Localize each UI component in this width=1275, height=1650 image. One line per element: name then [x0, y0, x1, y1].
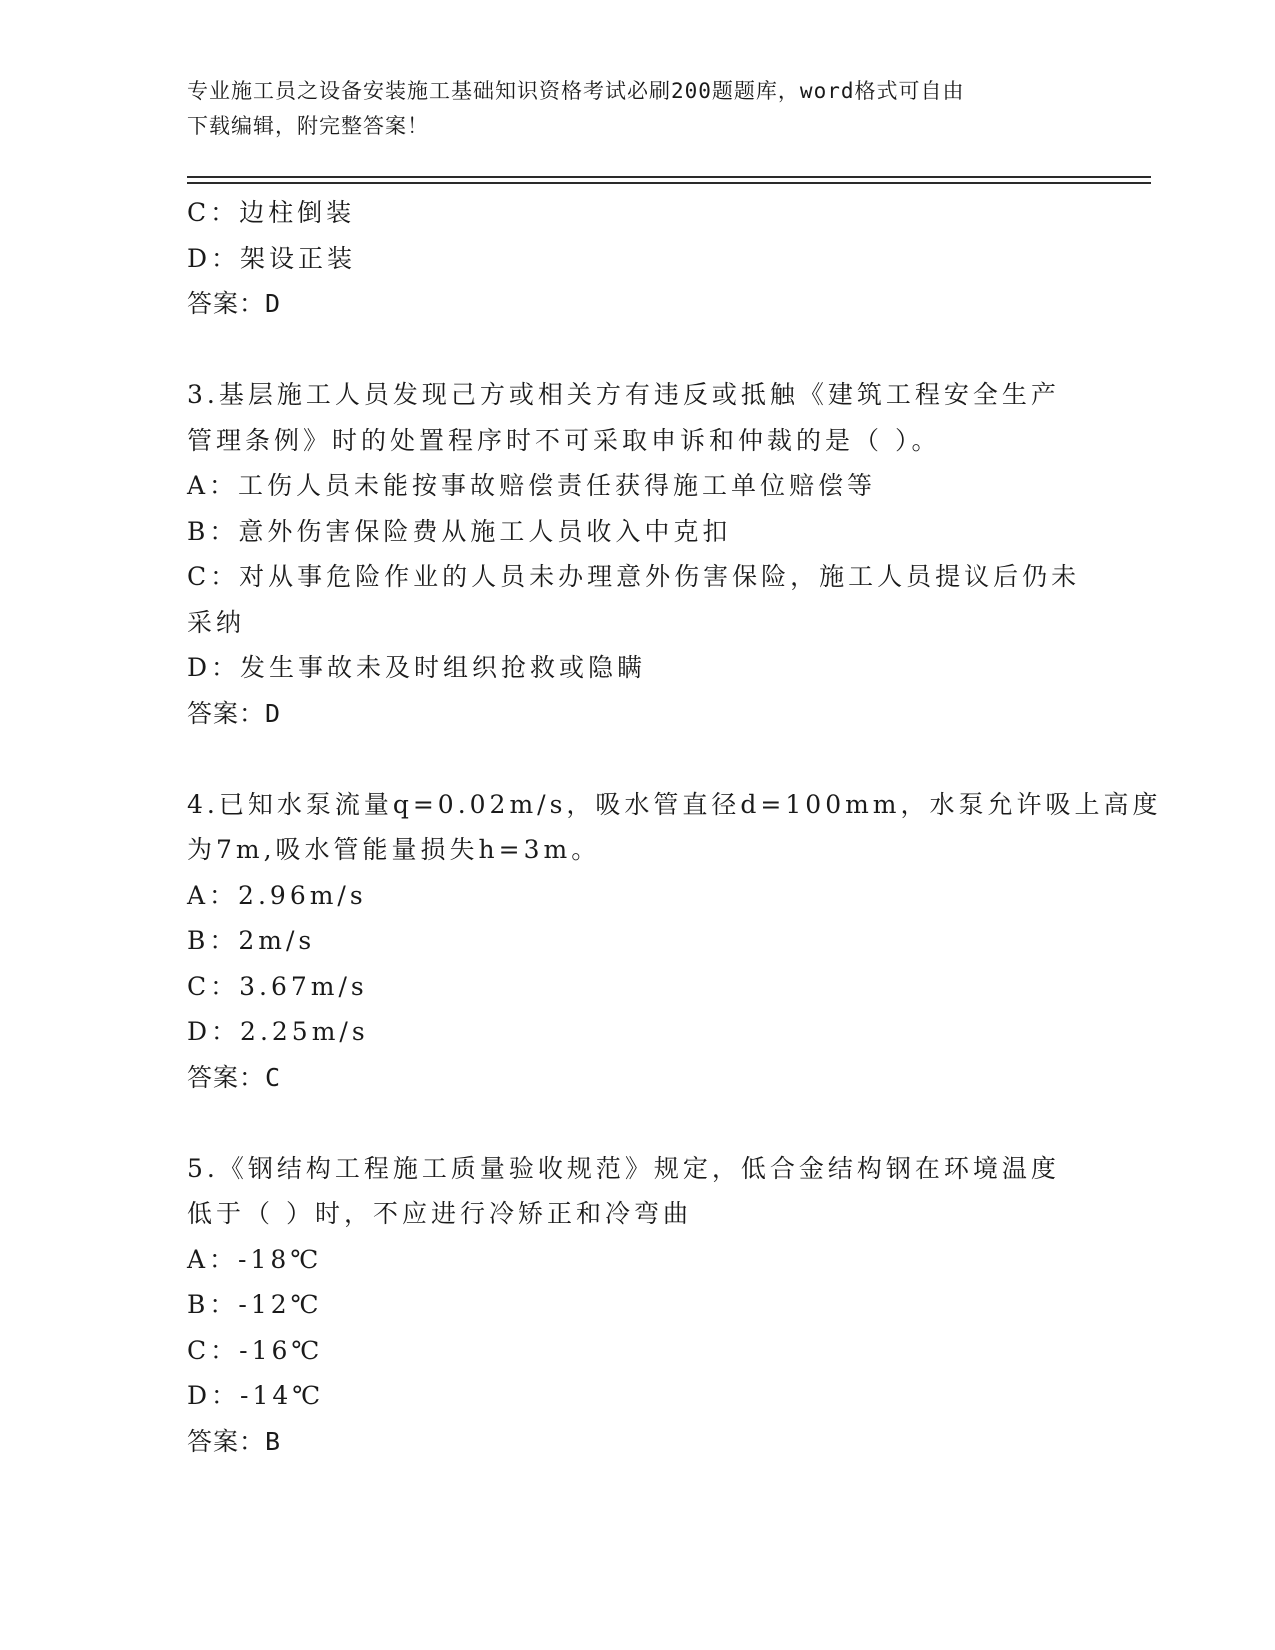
question-stem-line: 3.基层施工人员发现己方或相关方有违反或抵触《建筑工程安全生产 — [187, 380, 1060, 409]
header-rule-top — [187, 176, 1151, 178]
answer: 答案：D — [187, 698, 282, 728]
document-header — [187, 74, 1087, 144]
answer: 答案：D — [187, 289, 282, 318]
question-stem-line: 4.已知水泵流量q=0.02m/s，吸水管直径d=100mm，水泵允许吸上高度 — [187, 789, 1162, 819]
option-a: A：2.96m/s — [187, 880, 367, 910]
option-c-continued: 采纳 — [187, 607, 246, 637]
spacer — [187, 327, 1087, 373]
option-b: B：2m/s — [187, 926, 316, 955]
option-d: D：-14℃ — [187, 1381, 325, 1410]
spacer — [187, 736, 1087, 782]
header-line-2: 下载编辑，附完整答案！ — [187, 114, 429, 138]
question-4 — [187, 782, 1162, 1101]
option-c: C：对从事危险作业的人员未办理意外伤害保险，施工人员提议后仍未 — [187, 562, 1081, 591]
header-rule-bottom — [187, 182, 1151, 184]
option-c: C：边柱倒装 — [187, 198, 356, 227]
option-c: C：-16℃ — [187, 1335, 324, 1365]
question-stem-line: 管理条例》时的处置程序时不可采取申诉和仲裁的是（ ）。 — [187, 425, 941, 455]
answer: 答案：C — [187, 1062, 282, 1092]
option-d: D：2.25m/s — [187, 1017, 369, 1046]
option-d: D：架设正装 — [187, 243, 357, 273]
option-b: B：意外伤害保险费从施工人员收入中克扣 — [187, 516, 732, 546]
spacer — [187, 1100, 1087, 1146]
option-c: C：3.67m/s — [187, 971, 368, 1001]
question-2-tail — [187, 190, 1087, 327]
question-list — [187, 190, 1162, 1464]
question-stem-line: 低于（ ）时，不应进行冷矫正和冷弯曲 — [187, 1199, 692, 1228]
question-3 — [187, 372, 1087, 736]
header-line-1: 专业施工员之设备安装施工基础知识资格考试必刷200题题库，word格式可自由 — [187, 79, 965, 103]
question-stem-line: 为7m,吸水管能量损失h=3m。 — [187, 835, 601, 864]
option-a: A：工伤人员未能按事故赔偿责任获得施工单位赔偿等 — [187, 471, 877, 500]
option-b: B：-12℃ — [187, 1290, 323, 1319]
answer: 答案：B — [187, 1426, 282, 1456]
question-stem-line: 5.《钢结构工程施工质量验收规范》规定，低合金结构钢在环境温度 — [187, 1153, 1060, 1183]
question-5 — [187, 1146, 1087, 1465]
option-d: D：发生事故未及时组织抢救或隐瞒 — [187, 653, 647, 682]
option-a: A：-18℃ — [187, 1244, 323, 1274]
